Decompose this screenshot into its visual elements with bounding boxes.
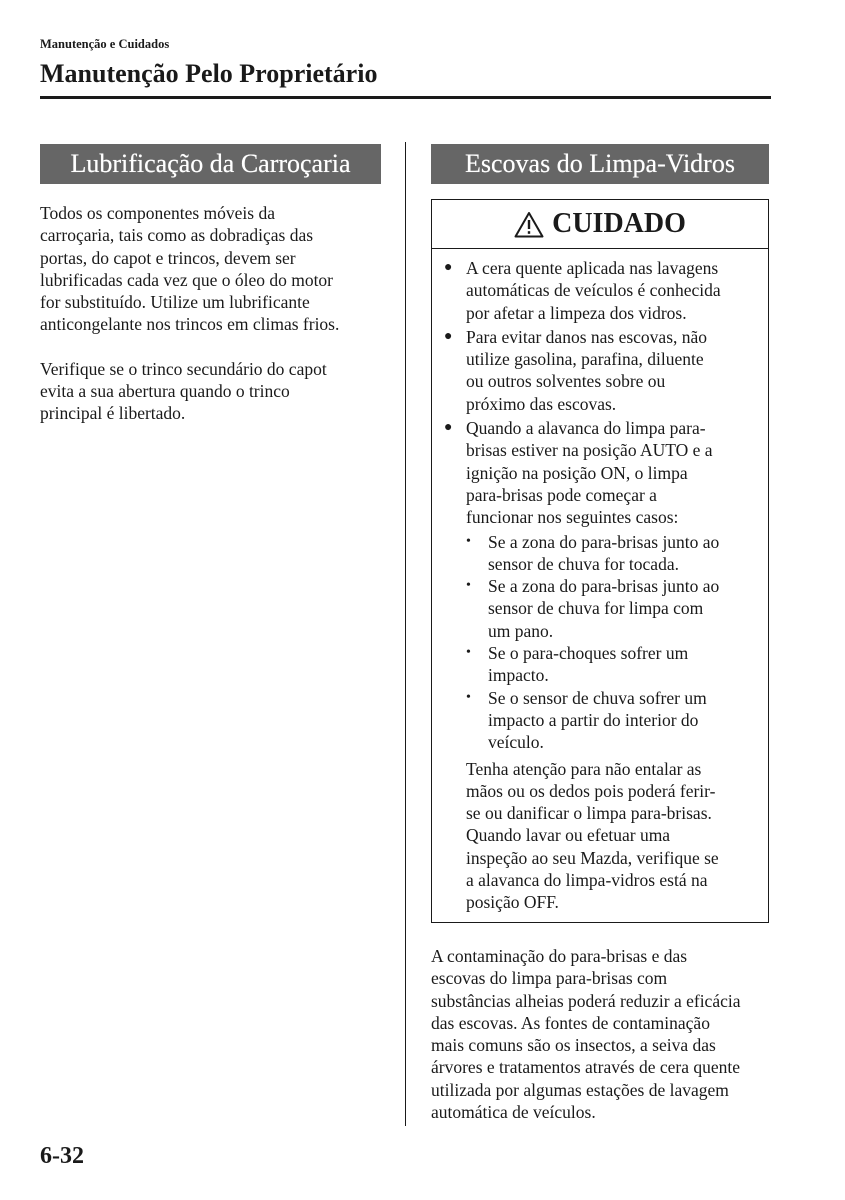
text-line: funcionar nos seguintes casos: (466, 507, 679, 528)
caution-title: CUIDADO (552, 208, 686, 239)
text-line: sensor de chuva for limpa com (488, 598, 704, 619)
caution-header (432, 200, 768, 249)
sub-list-item-text (488, 531, 719, 576)
text-line: Se o sensor de chuva sofrer um (488, 687, 707, 708)
heading-escovas-label: Escovas do Limpa-Vidros (465, 149, 735, 178)
caution-body (432, 249, 768, 914)
bullet-icon: ● (444, 260, 453, 275)
sub-list-item-text (488, 642, 688, 687)
title-rule (40, 96, 771, 99)
text-line: árvores e tratamentos através de cera quente (431, 1057, 741, 1078)
sub-list-item (466, 531, 758, 576)
bullet-icon: ● (444, 420, 453, 436)
sub-bullet-icon: • (466, 645, 471, 661)
heading-lubrificacao (40, 144, 381, 184)
text-line: veículo. (488, 732, 544, 753)
caution-note (466, 758, 758, 914)
text-line: para-brisas pode começar a (466, 484, 657, 505)
text-line: automática de veículos. (431, 1102, 596, 1123)
text-line: lubrificadas cada vez que o óleo do motor (40, 269, 334, 290)
text-line: próximo das escovas. (466, 393, 617, 414)
text-line: Tenha atenção para não entalar as (466, 758, 702, 779)
list-item-text (466, 257, 721, 324)
text-line: evita a sua abertura quando o trinco (40, 381, 290, 402)
text-line: das escovas. As fontes de contaminação (431, 1012, 710, 1033)
text-line: escovas do limpa para-brisas com (431, 968, 668, 989)
text-line: Se a zona do para-brisas junto ao (488, 531, 720, 552)
sub-list-item (466, 687, 758, 754)
text-line: ignição na posição ON, o limpa (466, 462, 688, 483)
sub-bullet-icon: • (466, 578, 471, 594)
list-item-text (466, 326, 707, 415)
section-label: Manutenção e Cuidados (40, 37, 170, 51)
text-line: principal é libertado. (40, 403, 186, 424)
text-line: impacto. (488, 665, 549, 686)
text-line: um pano. (488, 620, 554, 641)
text-line: ou outros solventes sobre ou (466, 371, 666, 392)
text-line: Todos os componentes móveis da (40, 203, 275, 223)
text-line: posição OFF. (466, 892, 559, 913)
text-line: mais comuns são os insectos, a seiva das (431, 1035, 716, 1056)
text-line: A contaminação do para-brisas e das (431, 946, 688, 966)
sub-list-item (466, 642, 758, 687)
column-divider (405, 142, 406, 1126)
list-item (442, 417, 758, 528)
text-line: utilizada por algumas estações de lavagem (431, 1079, 729, 1100)
list-item (442, 326, 758, 415)
text-line: Para evitar danos nas escovas, não (466, 326, 708, 347)
text-line: mãos ou os dedos pois poderá ferir- (466, 780, 716, 801)
text-line: anticongelante nos trincos em climas frios. (40, 314, 340, 335)
text-line: Quando lavar ou efetuar uma (466, 825, 671, 846)
paragraph (40, 202, 385, 336)
text-line: por afetar a limpeza dos vidros. (466, 302, 687, 323)
warning-triangle-icon (514, 211, 544, 238)
text-line: a alavanca do limpa-vidros está na (466, 870, 708, 891)
text-line: Se o para-choques sofrer um (488, 643, 689, 664)
text-line: substâncias alheias poderá reduzir a eficácia (431, 990, 741, 1011)
heading-escovas (431, 144, 769, 184)
text-line: se ou danificar o limpa para-brisas. (466, 803, 712, 824)
text-line: portas, do capot e trincos, devem ser (40, 247, 296, 268)
list-item (442, 257, 758, 324)
text-line: automáticas de veículos é conhecida (466, 280, 721, 301)
caution-box (431, 199, 769, 923)
sub-list-item (466, 575, 758, 642)
text-line: for substituído. Utilize um lubrificante (40, 292, 310, 313)
list-item-text (466, 417, 713, 528)
bullet-icon: ● (444, 328, 453, 344)
left-text (40, 202, 385, 447)
page-title: Manutenção Pelo Proprietário (40, 59, 378, 88)
paragraph (40, 358, 385, 425)
right-paragraph (431, 945, 776, 1123)
sub-bullet-icon: • (466, 533, 471, 549)
text-line: A cera quente aplicada nas lavagens (466, 258, 719, 278)
text-line: utilize gasolina, parafina, diluente (466, 349, 704, 370)
text-line: carroçaria, tais como as dobradiças das (40, 225, 314, 246)
page-number: 6-32 (40, 1143, 84, 1169)
sub-list-item-text (488, 575, 719, 642)
text-line: Quando a alavanca do limpa para- (466, 418, 706, 439)
heading-lubrificacao-label: Lubrificação da Carroçaria (70, 149, 351, 178)
text-line: impacto a partir do interior do (488, 709, 699, 730)
text-line: Se a zona do para-brisas junto ao (488, 576, 720, 597)
text-line: Verifique se o trinco secundário do capot (40, 358, 327, 379)
text-line: sensor de chuva for tocada. (488, 553, 679, 574)
text-line: inspeção ao seu Mazda, verifique se (466, 847, 719, 868)
text-line: brisas estiver na posição AUTO e a (466, 440, 713, 461)
sub-list-item-text (488, 687, 707, 754)
sub-bullet-icon: • (466, 689, 471, 705)
